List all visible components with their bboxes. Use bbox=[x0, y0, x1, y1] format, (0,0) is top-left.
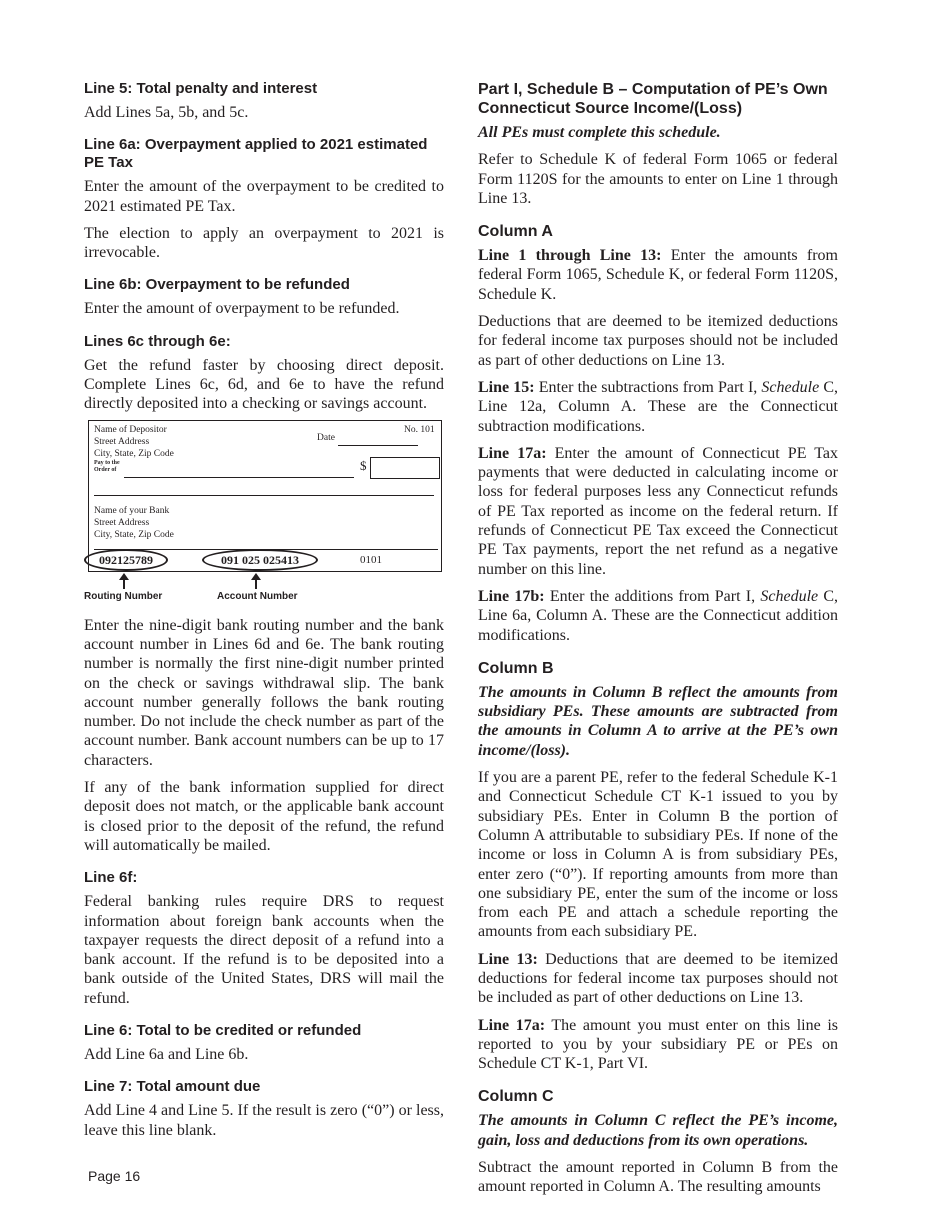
column-c-note: The amounts in Column C reflect the PE’s income, gain, loss and deductions from its own operations. bbox=[478, 1112, 838, 1149]
line6a-text-1: Enter the amount of the overpayment to be credited to 2021 estimated PE Tax. bbox=[84, 178, 444, 215]
payee-line bbox=[124, 477, 354, 478]
column-c-heading: Column C bbox=[478, 1088, 554, 1106]
column-a-deductions: Deductions that are deemed to be itemized deductions for federal income tax purposes should not be included as part of other deductions on Line 13. bbox=[478, 313, 838, 369]
part1-schedule-b-heading: Part I, Schedule B – Computation of PE’s Own Connecticut Source Income/(Loss) bbox=[478, 81, 828, 117]
check-code: 0101 bbox=[360, 553, 382, 566]
line6b-heading: Line 6b: Overpayment to be refunded bbox=[84, 276, 350, 294]
direct-deposit-text-1: Enter the nine-digit bank routing number and the bank account number in Lines 6d and 6e. The bank routing number is normally the first nine-digit number printed on the check or savings withdrawal slip. The bank account number generally follows the bank routing number. Do not include the check number as part of the account number. Bank account numbers can be up to 17 characters. bbox=[84, 616, 444, 769]
column-a-line15: Line 15: Enter the subtractions from Part I, Schedule C, Line 12a, Column A. These are the Connecticut subtraction modifications. bbox=[478, 378, 838, 435]
column-b-line17a: Line 17a: The amount you must enter on this line is reported to you by your subsidiary PE or PEs on Schedule CT K-1, Part VI. bbox=[478, 1016, 838, 1073]
amount-words-line bbox=[94, 495, 434, 496]
right-column bbox=[478, 80, 838, 1205]
column-b-text: If you are a parent PE, refer to the federal Schedule K-1 and Connecticut Schedule CT K-1 issued to you by subsidiary PEs. Enter in Column B the portion of Column A attributable to subsidiary PEs. If none of the income or loss in Column A is from subsidiary PEs, enter zero (“0”). If reporting amounts from more than one subsidiary PE, enter the sum of the income or loss from each PE and attach a schedule reporting the amounts from each subsidiary PE. bbox=[478, 769, 838, 941]
column-a-line1-13: Line 1 through Line 13: Enter the amounts from federal Form 1065, Schedule K, or federal Form 1120S, Schedule K. bbox=[478, 247, 838, 303]
order-of-label: Order of bbox=[94, 466, 117, 473]
depositor-street: Street Address bbox=[94, 436, 150, 447]
column-b-note: The amounts in Column B reflect the amounts from subsidiary PEs. These amounts are subtracted from the amounts in Column A to arrive at the PE’s own income/(loss). bbox=[478, 683, 838, 759]
left-column bbox=[84, 80, 444, 1148]
account-arrow-line bbox=[255, 579, 257, 589]
column-b-line13: Line 13: Deductions that are deemed to be itemized deductions for federal income tax purposes should not be included as part of other deductions on Line 13. bbox=[478, 950, 838, 1007]
column-a-line17b: Line 17b: Enter the additions from Part I, Schedule C, Line 6a, Column A. These are the Connecticut addition modifications. bbox=[478, 587, 839, 644]
line5-text: Add Lines 5a, 5b, and 5c. bbox=[84, 104, 249, 121]
account-number-value: 091 025 025413 bbox=[202, 549, 318, 571]
pay-to-label: Pay to the bbox=[94, 459, 120, 466]
sample-check-illustration bbox=[84, 420, 444, 606]
line6a-text-2: The election to apply an overpayment to 2021 is irrevocable. bbox=[84, 224, 444, 262]
line6a-heading: Line 6a: Overpayment applied to 2021 estimated PE Tax bbox=[84, 136, 428, 172]
column-b-heading: Column B bbox=[478, 659, 554, 677]
amount-box bbox=[370, 457, 440, 479]
bank-street: Street Address bbox=[94, 517, 150, 528]
bank-city: City, State, Zip Code bbox=[94, 529, 174, 540]
account-number-label: Account Number bbox=[217, 590, 298, 602]
column-c-text: Subtract the amount reported in Column B from the amount reported in Column A. The resulting amounts bbox=[478, 1159, 838, 1196]
page-number: Page 16 bbox=[88, 1168, 141, 1184]
line6f-text: Federal banking rules require DRS to request information about foreign bank accounts when the taxpayer requests the direct deposit of a refund into a bank account. If the refund is to be deposited into a bank outside of the United States, DRS will mail the refund. bbox=[84, 893, 444, 1007]
column-a-heading: Column A bbox=[478, 223, 553, 241]
depositor-city: City, State, Zip Code bbox=[94, 448, 174, 459]
column-a-line17a: Line 17a: Enter the amount of Connecticut PE Tax payments that were deducted in calculating income or loss for federal purposes less any Connecticut refunds of PE Tax reported as income on the federal return. If refunds of Connecticut PE Tax exceed the Connecticut PE Tax payments, report the net refund as a negative number on this line. bbox=[478, 444, 839, 578]
depositor-name: Name of Depositor bbox=[94, 424, 167, 435]
bank-name: Name of your Bank bbox=[94, 505, 170, 516]
routing-number-value: 092125789 bbox=[84, 549, 168, 571]
date-line bbox=[338, 445, 418, 446]
date-label: Date bbox=[317, 432, 335, 443]
part1-note: All PEs must complete this schedule. bbox=[478, 124, 721, 141]
check-number: No. 101 bbox=[404, 424, 435, 435]
lines6c-heading: Lines 6c through 6e: bbox=[84, 332, 231, 350]
line6-text: Add Line 6a and Line 6b. bbox=[84, 1046, 249, 1064]
dollar-sign: $ bbox=[360, 457, 367, 473]
routing-arrow-line bbox=[123, 579, 125, 589]
part1-text: Refer to Schedule K of federal Form 1065 or federal Form 1120S for the amounts to enter on Line 1 through Line 13. bbox=[478, 151, 838, 207]
column-a-line1-13-label: Line 1 through Line 13: bbox=[478, 247, 662, 265]
direct-deposit-text-2: If any of the bank information supplied for direct deposit does not match, or the applicable bank account is closed prior to the deposit of the refund, the refund will automatically be mailed. bbox=[84, 779, 444, 854]
lines6c-text: Get the refund faster by choosing direct deposit. Complete Lines 6c, 6d, and 6e to have the refund directly deposited into a checking or savings account. bbox=[84, 356, 444, 413]
routing-number-label: Routing Number bbox=[84, 590, 163, 602]
line6f-heading: Line 6f: bbox=[84, 869, 138, 887]
line6-heading: Line 6: Total to be credited or refunded bbox=[84, 1022, 362, 1040]
line7-text: Add Line 4 and Line 5. If the result is zero (“0”) or less, leave this line blank. bbox=[84, 1102, 444, 1139]
line6b-text: Enter the amount of overpayment to be refunded. bbox=[84, 300, 400, 318]
line7-heading: Line 7: Total amount due bbox=[84, 1078, 261, 1096]
line5-heading: Line 5: Total penalty and interest bbox=[84, 80, 318, 97]
